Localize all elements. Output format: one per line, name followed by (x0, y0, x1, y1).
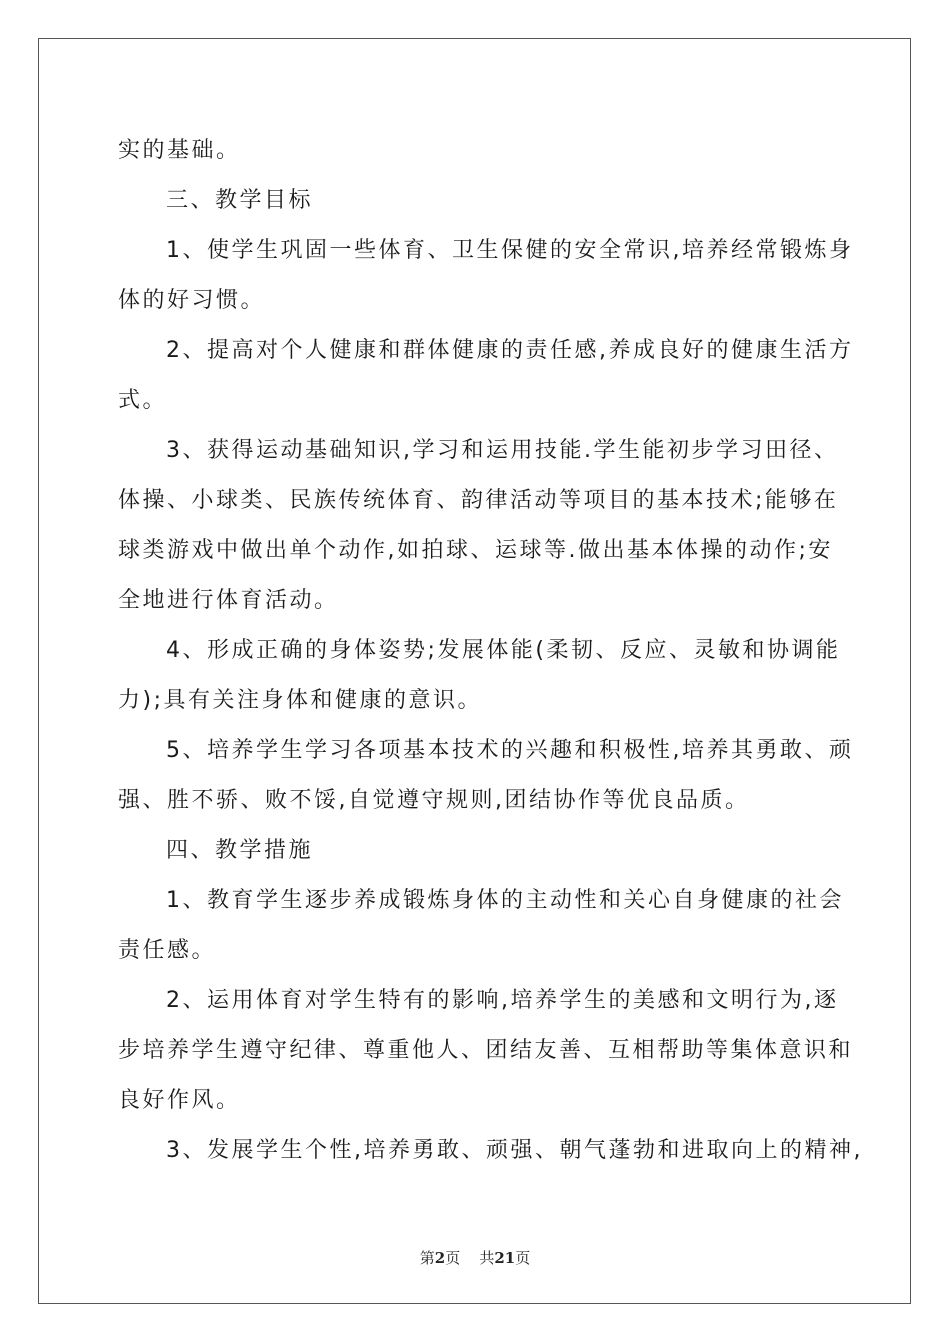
text-line: 4、形成正确的身体姿势;发展体能(柔韧、反应、灵敏和协调能 (166, 638, 841, 663)
text-line: 四、教学措施 (166, 838, 314, 863)
text-line: 实的基础。 (118, 138, 241, 163)
text-line: 全地进行体育活动。 (118, 588, 339, 613)
text-line: 5、培养学生学习各项基本技术的兴趣和积极性,培养其勇敢、顽 (166, 738, 854, 763)
text-line: 力);具有关注身体和健康的意识。 (118, 688, 482, 713)
text-line: 三、教学目标 (166, 188, 314, 213)
text-line: 责任感。 (118, 938, 217, 963)
total-pages: 21 (494, 1249, 516, 1267)
text-line: 体的好习惯。 (118, 288, 266, 313)
text-line: 1、教育学生逐步养成锻炼身体的主动性和关心自身健康的社会 (166, 888, 844, 913)
text-line: 2、运用体育对学生特有的影响,培养学生的美感和文明行为,逐 (166, 988, 839, 1013)
text-line: 球类游戏中做出单个动作,如拍球、运球等.做出基本体操的动作;安 (118, 538, 833, 563)
page-footer (0, 1247, 950, 1268)
text-line: 2、提高对个人健康和群体健康的责任感,养成良好的健康生活方 (166, 338, 854, 363)
text-line: 式。 (118, 388, 168, 413)
document-body (118, 126, 863, 1176)
text-line: 良好作风。 (118, 1088, 241, 1113)
text-line: 1、使学生巩固一些体育、卫生保健的安全常识,培养经常锻炼身 (166, 238, 854, 263)
text-line: 3、发展学生个性,培养勇敢、顽强、朝气蓬勃和进取向上的精神, (166, 1138, 863, 1163)
text-line: 步培养学生遵守纪律、尊重他人、团结友善、互相帮助等集体意识和 (118, 1038, 854, 1063)
text-line: 体操、小球类、民族传统体育、韵律活动等项目的基本技术;能够在 (118, 488, 839, 513)
total-suffix: 页 (515, 1249, 531, 1267)
text-line: 强、胜不骄、败不馁,自觉遵守规则,团结协作等优良品质。 (118, 788, 750, 813)
page-suffix: 页 (445, 1249, 461, 1267)
text-line: 3、获得运动基础知识,学习和运用技能.学生能初步学习田径、 (166, 438, 839, 463)
page-number: 2 (434, 1249, 446, 1267)
page-prefix: 第 (419, 1249, 435, 1267)
total-prefix: 共 (479, 1249, 495, 1267)
